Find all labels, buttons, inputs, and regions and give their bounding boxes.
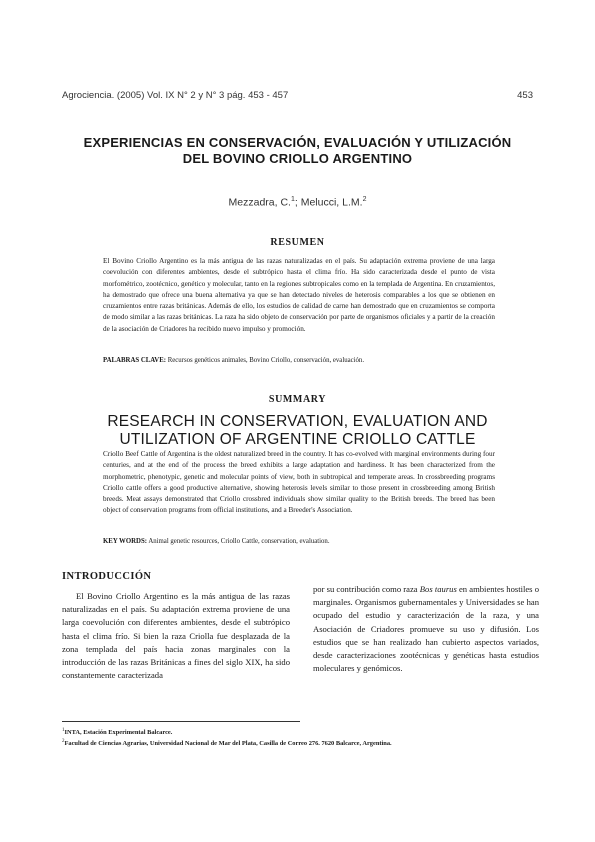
right-column-text-start: por su contribución como raza	[313, 584, 420, 594]
author-separator: ;	[294, 196, 301, 209]
right-column-text-end: en ambientes hostiles o marginales. Organismos gubernamentales y Universidades se han ocupado del estudio y caracterización de la raza, y una Asociación de Criadores promueve su uso y difusión. Los estudios que se han realizado han cubierto aspectos variados, desde caracterizaciones zootécnicas y genéticas hasta estudios moleculares y genómicos.	[313, 584, 539, 674]
footnote-2-text: Facultad de Ciencias Agrarias, Universidad Nacional de Mar del Plata, Casilla de Correo 276. 7620 Balcarce, Argentina.	[64, 740, 392, 748]
resumen-heading: RESUMEN	[270, 237, 325, 248]
english-title	[40, 413, 555, 449]
paper-title	[40, 135, 555, 167]
page-number: 453	[517, 90, 533, 101]
author-1-affiliation: 1	[290, 196, 295, 203]
footnote-1	[62, 726, 172, 737]
species-name: Bos taurus	[419, 584, 457, 594]
footnote-2	[62, 737, 392, 748]
introduccion-right-column	[313, 583, 539, 675]
resumen-text: El Bovino Criollo Argentino es la más antigua de las razas naturalizadas en el país. Su adaptación extrema proviene de una larga coevolución con diferentes ambientes, desde el subtrópico hasta el clima frío. Ha sido caracterizada desde el punto de vista morfométrico, zootécnico, genético y molecular, tanto en la regiones subtropicales como en la templada de Argentina. En cruzamientos, ha demostrado que ofrece una buena alternativa ya que se han detectado niveles de heterosis comparables a los que se obtienen en cruzamientos entre razas británicas. Además de ello, los estudios de calidad de carne han demostrado que en cruzamientos se comporta de modo similar a las razas británicas. La raza ha sido objeto de conservación por parte de organismos oficiales y a partir de la creación de la asociación de Criadores ha recibido nuevo impulso y promoción.	[103, 257, 495, 333]
summary-heading: SUMMARY	[268, 394, 327, 405]
paper-title-line-1: EXPERIENCIAS EN CONSERVACIÓN, EVALUACIÓN Y UTILIZACIÓN	[83, 135, 512, 150]
author-2-affiliation: 2	[362, 196, 367, 203]
footnote-1-marker: 1	[62, 728, 65, 733]
key-words-label: KEY WORDS:	[103, 538, 147, 545]
footnote-2-marker: 2	[62, 739, 65, 744]
key-words-list: Animal genetic resources, Criollo Cattle, conservation, evaluation.	[147, 538, 330, 545]
authors	[0, 196, 595, 209]
resumen-keywords	[103, 356, 495, 366]
introduccion-left-column: El Bovino Criollo Argentino es la más antigua de las razas naturalizadas en el país. Su adaptación extrema proviene de una larga coevolución con diferentes ambientes, desde el subtrópico hasta el clima frío. Si bien la raza Criolla fue desplazada de la zona templada del país hacia zonas marginales con la introducción de las razas Británicas a fines del siglo XIX, ha sido constantemente caracterizada	[62, 591, 290, 681]
summary-keywords	[103, 537, 495, 547]
author-2: Melucci, L.M.	[300, 196, 363, 209]
summary-text: Criollo Beef Cattle of Argentina is the oldest naturalized breed in the country. It has co-evolved with marginal environments during four centuries, and at the end of the process the breed exhibits a large adaptation and hardiness. It has been characterized from the morphometric, phenotypic, genetic and molecular points of view, both in subtropical and temperate areas. In crossbreeding programs Criollo cattle offers a good productive alternative, showing heterosis levels similar to those present in crossbreeding among British breeds. Meat assays demonstrated that Criollo crossbred individuals show similar quality to the British breeds. The breed has been object of conservation programs from official institutions, and a Breeder's Association.	[103, 450, 495, 515]
english-title-line-1: RESEARCH IN CONSERVATION, EVALUATION AND	[107, 413, 488, 430]
journal-header: Agrociencia. (2005) Vol. IX N° 2 y N° 3 pág. 453 - 457	[62, 90, 289, 101]
author-1: Mezzadra, C.	[228, 196, 291, 209]
palabras-clave-list: Recursos genéticos animales, Bovino Criollo, conservación, evaluación.	[166, 357, 365, 364]
paper-title-line-2: DEL BOVINO CRIOLLO ARGENTINO	[182, 151, 413, 166]
footnote-divider	[62, 721, 300, 722]
introduccion-heading: INTRODUCCIÓN	[62, 571, 152, 582]
footnote-1-text: INTA, Estación Experimental Balcarce.	[64, 729, 173, 737]
english-title-line-2: UTILIZATION OF ARGENTINE CRIOLLO CATTLE	[119, 431, 476, 448]
palabras-clave-label: PALABRAS CLAVE:	[103, 357, 167, 364]
